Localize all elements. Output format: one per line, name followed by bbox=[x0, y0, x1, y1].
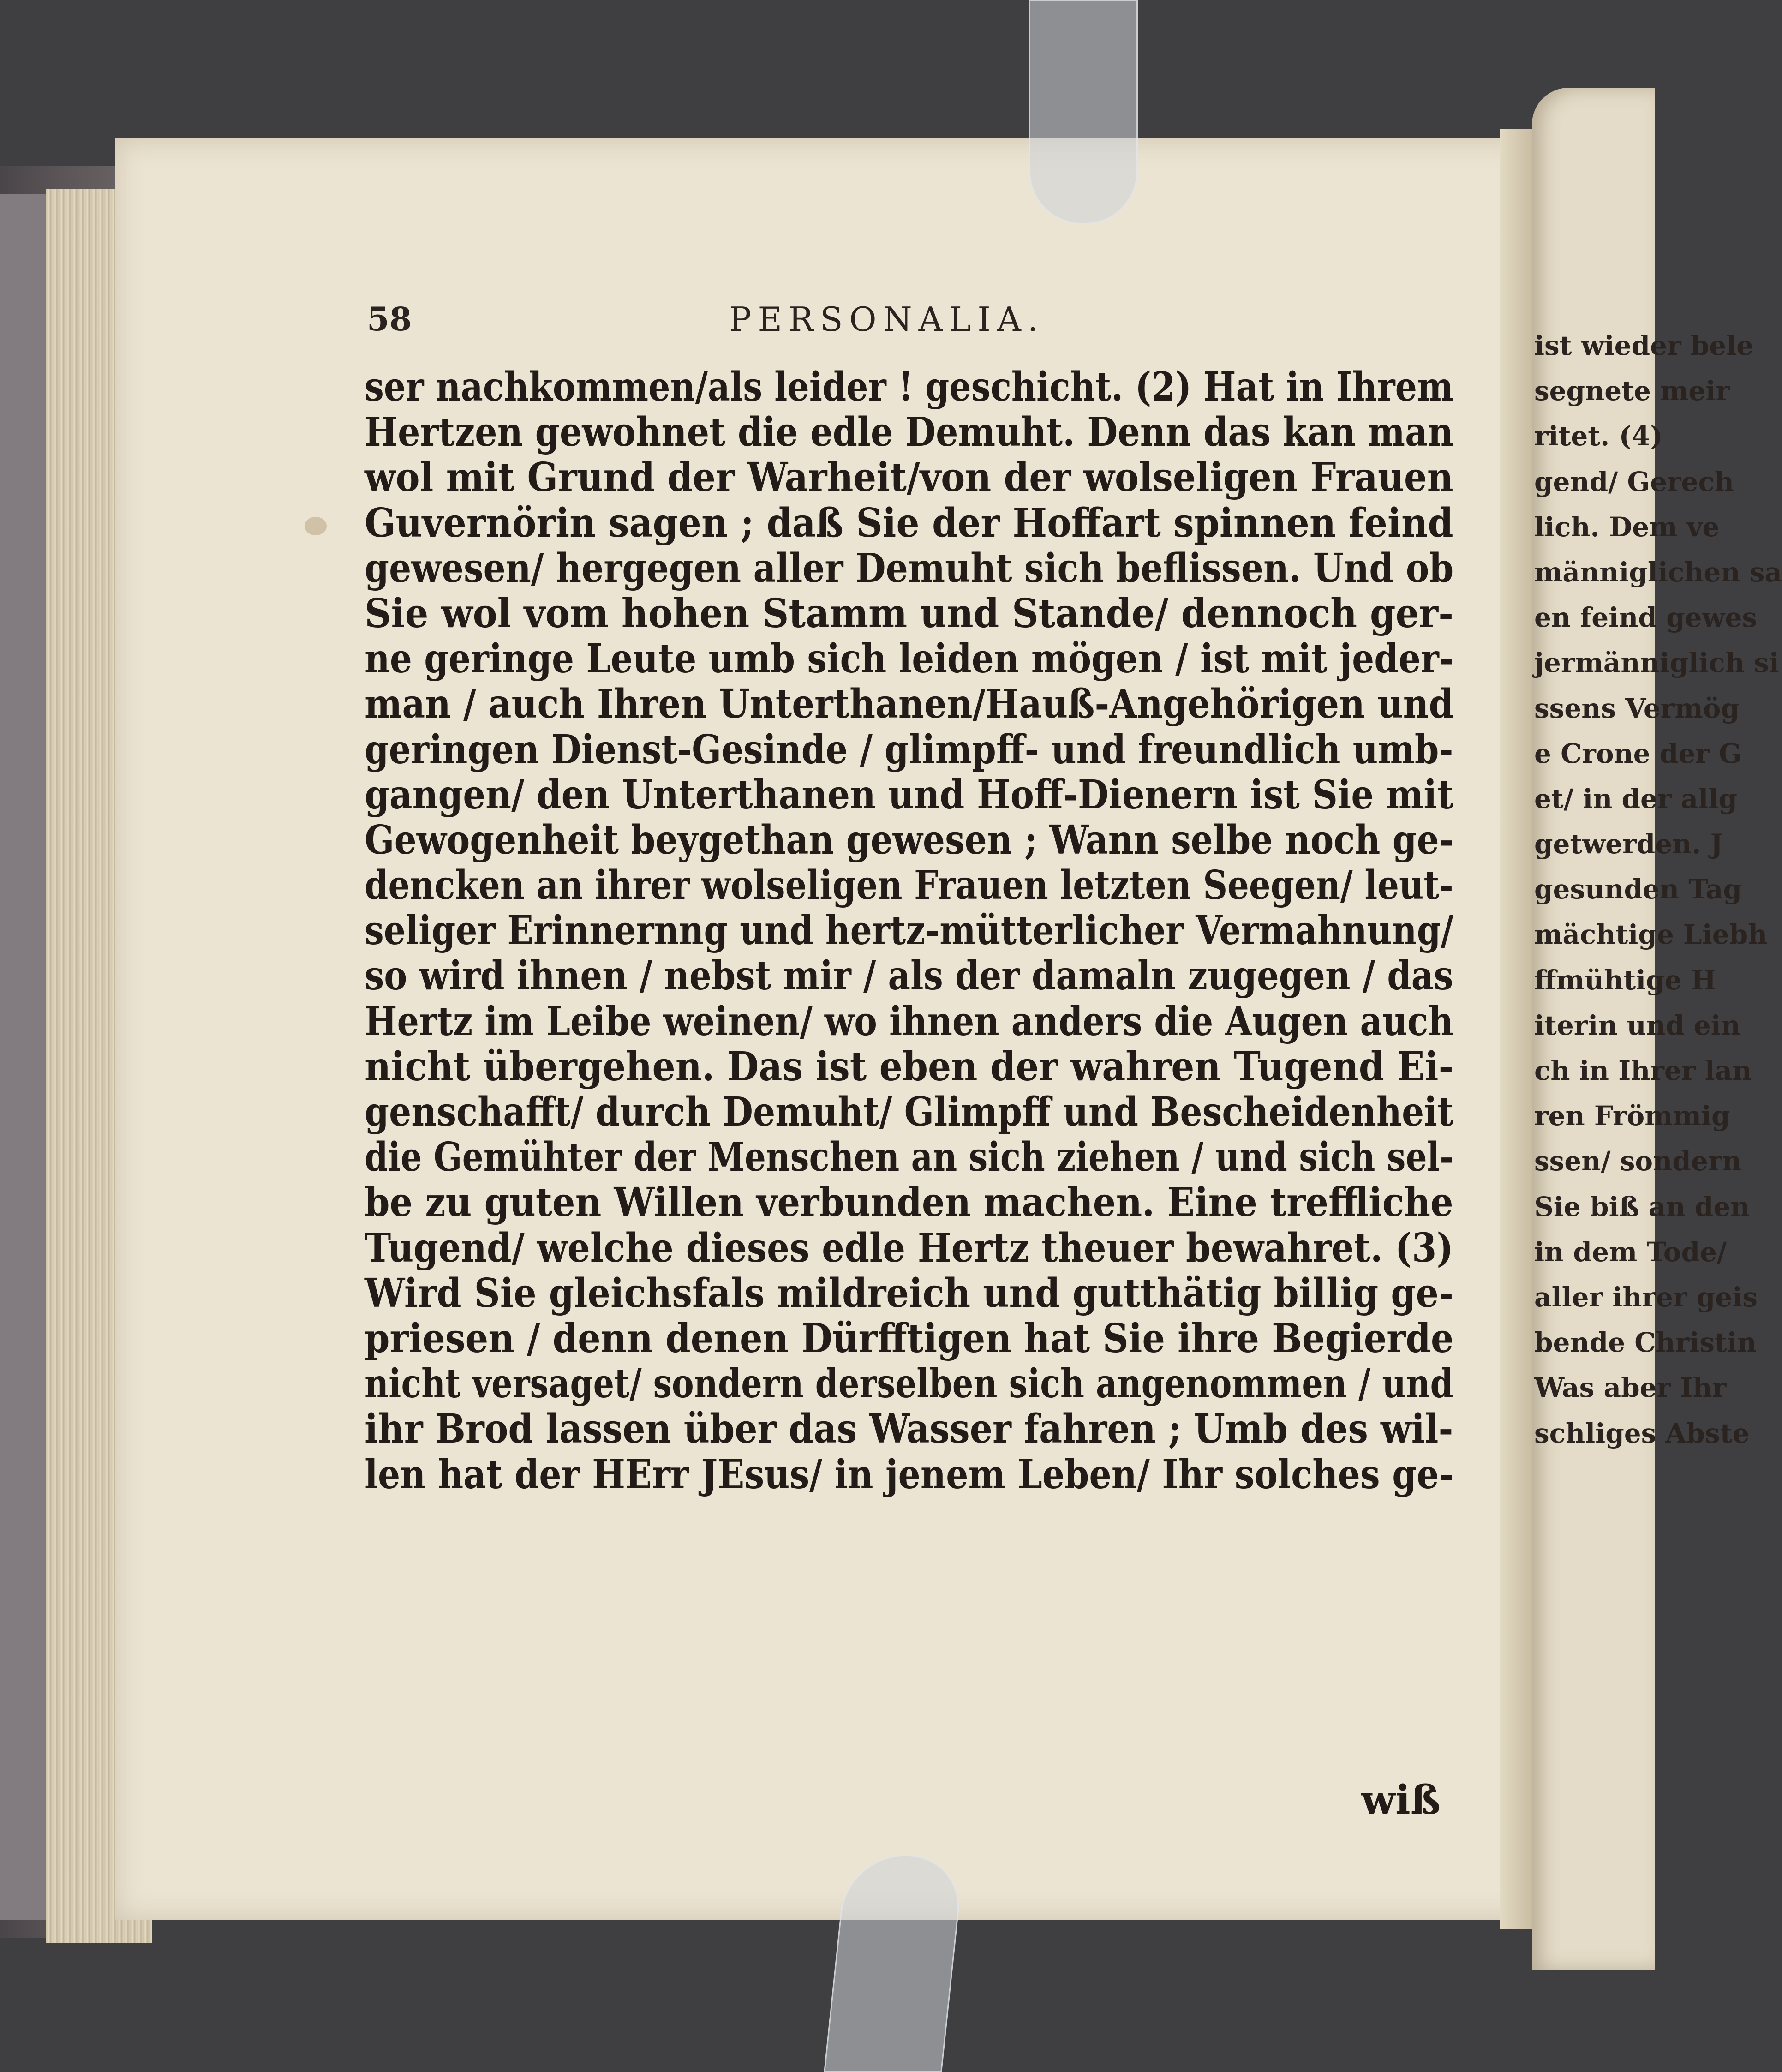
facing-text-line: ffmühtige H bbox=[1534, 964, 1716, 996]
facing-text-line: ch in Ihrer lan bbox=[1534, 1055, 1752, 1086]
facing-text-line: getwerden. J bbox=[1534, 828, 1723, 860]
text-line: ihr Brod lassen über das Wasser fahren ; Umb des wil- bbox=[365, 1406, 1453, 1453]
text-line: Guvernörin sagen ; daß Sie der Hoffart spinnen feind bbox=[365, 499, 1453, 546]
text-line: nicht übergehen. Das ist eben der wahren Tugend Ei- bbox=[365, 1043, 1454, 1090]
facing-text-line: bende Christin bbox=[1534, 1327, 1757, 1359]
text-line: Hertz im Leibe weinen/ wo ihnen anders die Augen auch bbox=[365, 998, 1453, 1045]
page-clip-top bbox=[1029, 0, 1138, 224]
facing-text-line: et/ in der allg bbox=[1534, 783, 1737, 814]
catchword: wiß bbox=[1361, 1777, 1441, 1823]
text-line: Gewogenheit beygethan gewesen ; Wann selbe noch ge- bbox=[365, 816, 1454, 863]
text-line: geringen Dienst-Gesinde / glimpff- und freundlich umb- bbox=[365, 726, 1453, 773]
facing-text-line: Sie biß an den bbox=[1534, 1191, 1750, 1222]
facing-text-line: ren Frömmig bbox=[1534, 1100, 1730, 1132]
text-line: Sie wol vom hohen Stamm und Stande/ dennoch ger- bbox=[365, 590, 1454, 637]
text-line: ser nachkommen/als leider ! geschicht. (2) Hat in Ihrem bbox=[365, 364, 1453, 410]
facing-text-line: jermänniglich si bbox=[1534, 647, 1779, 679]
text-line: man / auch Ihren Unterthanen/Hauß-Angehörigen und bbox=[365, 681, 1454, 728]
text-line: dencken an ihrer wolseligen Frauen letzten Seegen/ leut- bbox=[365, 862, 1453, 909]
facing-text-line: gend/ Gerech bbox=[1534, 466, 1734, 497]
facing-text-line: ist wieder bele bbox=[1534, 330, 1754, 361]
text-line: gangen/ den Unterthanen und Hoff-Dienern ist Sie mit bbox=[365, 771, 1453, 818]
text-line: len hat der HErr JEsus/ in jenem Leben/ Ihr solches ge- bbox=[365, 1451, 1454, 1498]
body-text bbox=[365, 365, 1453, 1497]
book-board-left bbox=[0, 194, 51, 1920]
facing-text-line: mächtige Liebh bbox=[1534, 919, 1768, 951]
facing-text-line: in dem Tode/ bbox=[1534, 1236, 1727, 1268]
text-line: ne geringe Leute umb sich leiden mögen / ist mit jeder- bbox=[365, 635, 1454, 683]
text-line: priesen / denn denen Dürfftigen hat Sie ihre Begierde bbox=[365, 1315, 1454, 1362]
text-line: so wird ihnen / nebst mir / als der damaln zugegen / das bbox=[365, 952, 1453, 1000]
facing-text-line: ssen/ sondern bbox=[1534, 1145, 1742, 1177]
facing-text-line: aller ihrer geis bbox=[1534, 1281, 1758, 1313]
facing-text-line: en feind gewes bbox=[1534, 602, 1758, 634]
facing-text-line: ssens Vermög bbox=[1534, 692, 1740, 724]
facing-text-line: ritet. (4) bbox=[1534, 420, 1663, 452]
text-line: be zu guten Willen verbunden machen. Eine treffliche bbox=[365, 1179, 1453, 1226]
text-line: nicht versaget/ sondern derselben sich angenommen / und bbox=[365, 1360, 1453, 1407]
text-line: Wird Sie gleichsfals mildreich und gutthätig billig ge- bbox=[365, 1270, 1454, 1317]
text-line: seliger Erinnernng und hertz-mütterlicher Vermahnung/ bbox=[365, 907, 1453, 954]
paper-stain bbox=[305, 517, 327, 535]
facing-text-line: e Crone der G bbox=[1534, 737, 1742, 769]
facing-text-line: männiglichen sa bbox=[1534, 556, 1782, 588]
facing-page-text bbox=[1534, 323, 1782, 1456]
facing-text-line: iterin und ein bbox=[1534, 1009, 1740, 1041]
text-line: gewesen/ hergegen aller Demuht sich beflissen. Und ob bbox=[365, 545, 1454, 592]
text-line: genschafft/ durch Demuht/ Glimpff und Bescheidenheit bbox=[365, 1089, 1453, 1135]
facing-text-line: lich. Dem ve bbox=[1534, 511, 1720, 543]
facing-text-line: schliges Abste bbox=[1534, 1417, 1750, 1449]
text-line: wol mit Grund der Warheit/von der wolseligen Frauen bbox=[365, 454, 1453, 501]
facing-text-line: segnete meir bbox=[1534, 375, 1730, 407]
facing-text-line: Was aber Ihr bbox=[1534, 1372, 1727, 1404]
text-line: die Gemühter der Menschen an sich ziehen / und sich sel- bbox=[365, 1134, 1454, 1181]
facing-text-line: gesunden Tag bbox=[1534, 874, 1742, 905]
page-number: 58 bbox=[367, 300, 412, 338]
text-line: Tugend/ welche dieses edle Hertz theuer bewahret. (3) bbox=[365, 1224, 1453, 1271]
text-line: Hertzen gewohnet die edle Demuht. Denn das kan man bbox=[365, 409, 1453, 456]
running-head: PERSONALIA. bbox=[729, 300, 1045, 339]
